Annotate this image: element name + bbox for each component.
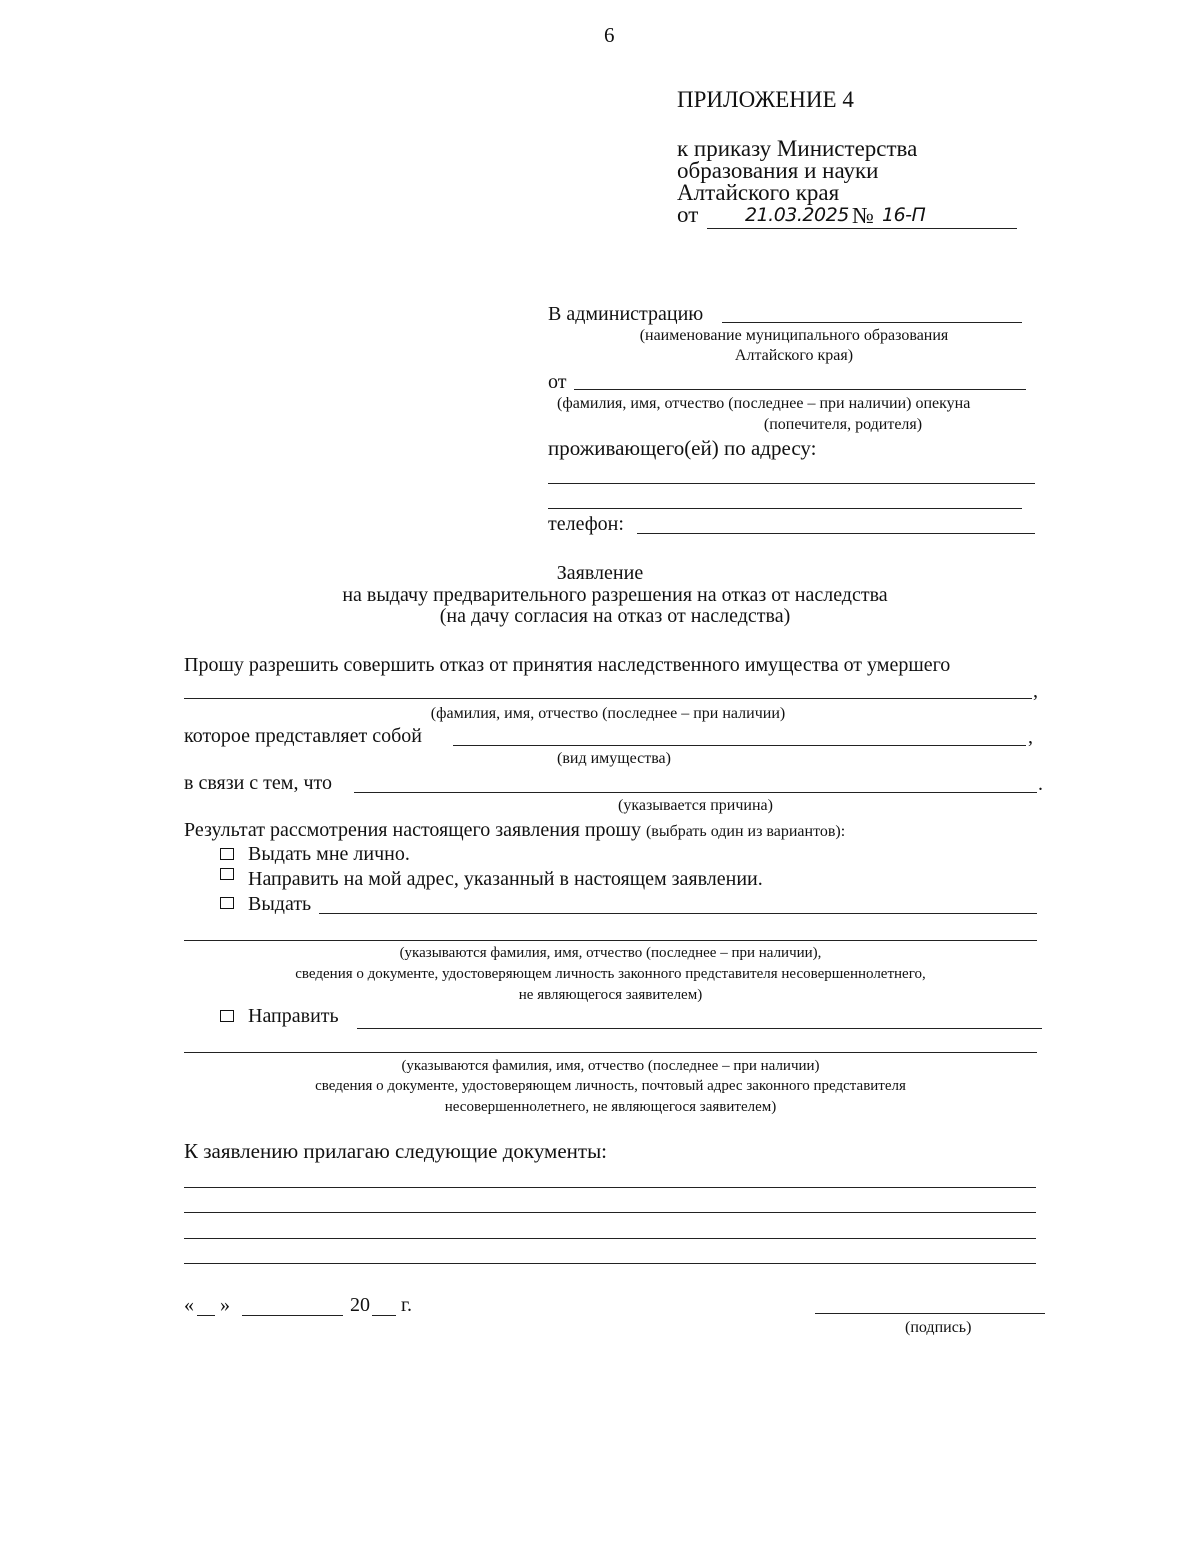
result-label: Результат рассмотрения настоящего заявления прошу [184,819,641,841]
option-issue-to-checkbox[interactable] [220,897,234,909]
option-issue-to-label: Выдать [248,893,312,915]
issue-caption-1: (указываются фамилия, имя, отчество (последнее – при наличии), [399,945,822,961]
attachments-field-1[interactable] [184,1187,1036,1188]
appendix-title: ПРИЛОЖЕНИЕ 4 [677,87,854,112]
applicant-caption-1: (фамилия, имя, отчество (последнее – при наличии) опекуна [557,395,971,412]
date-month-field[interactable] [242,1315,343,1316]
statement-title: Заявление [556,562,644,584]
result-line [184,819,845,841]
date-close-quote: » [220,1294,230,1316]
send-to-field-1[interactable] [357,1028,1042,1029]
order-line [707,228,1017,229]
option-issue-personally-label: Выдать мне лично. [248,843,410,865]
phone-field[interactable] [637,533,1035,534]
send-caption-3: несовершеннолетнего, не являющегося заявителем) [444,1099,777,1115]
option-issue-personally-checkbox[interactable] [220,848,234,860]
date-year-prefix: 20 [350,1294,370,1316]
applicant-name-field[interactable] [574,389,1026,390]
send-caption-2: сведения о документе, удостоверяющем личность, почтовый адрес законного представителя [315,1078,906,1094]
property-caption: (вид имущества) [557,750,671,767]
reason-caption: (указывается причина) [618,797,773,814]
attachments-label: К заявлению прилагаю следующие документы: [184,1139,608,1163]
property-comma: , [1028,726,1033,748]
administration-caption-1: (наименование муниципального образования [639,327,949,344]
appendix-line-2: образования и науки [677,158,879,183]
issue-to-field-1[interactable] [319,913,1037,914]
statement-subtitle-2: (на дачу согласия на отказ от наследства) [439,605,791,627]
signature-caption: (подпись) [905,1319,972,1336]
option-send-to-label: Направить [248,1005,339,1027]
property-field[interactable] [453,745,1026,746]
option-send-to-my-address-checkbox[interactable] [220,868,234,880]
administration-caption-2: Алтайского края) [734,347,854,364]
appendix-line-1: к приказу Министерства [677,136,918,161]
option-send-to-checkbox[interactable] [220,1010,234,1022]
option-send-to-my-address-label: Направить на мой адрес, указанный в настоящем заявлении. [248,868,763,890]
page-number: 6 [604,23,615,47]
reason-period: . [1038,773,1043,795]
from-label: от [548,371,567,393]
attachments-field-3[interactable] [184,1238,1036,1239]
deceased-caption: (фамилия, имя, отчество (последнее – при наличии) [430,705,786,722]
order-number: 16-П [882,204,926,226]
attachments-field-2[interactable] [184,1212,1036,1213]
issue-caption-2: сведения о документе, удостоверяющем личность законного представителя несовершеннолетнего, [295,966,926,982]
appendix-from-label: от [677,202,699,227]
order-number-sign: № [852,203,874,228]
address-field-1[interactable] [548,483,1035,484]
issue-to-field-2[interactable] [184,940,1037,941]
attachments-field-4[interactable] [184,1263,1036,1264]
date-year-field[interactable] [372,1315,396,1316]
date-day-field[interactable] [197,1315,215,1316]
send-to-field-2[interactable] [184,1052,1037,1053]
administration-field[interactable] [722,322,1022,323]
deceased-name-field[interactable] [184,698,1032,699]
reason-field[interactable] [354,792,1037,793]
issue-caption-3: не являющегося заявителем) [518,987,703,1003]
phone-label: телефон: [548,513,624,535]
deceased-comma: , [1033,680,1038,702]
address-field-2[interactable] [548,508,1022,509]
statement-subtitle-1: на выдачу предварительного разрешения на отказ от наследства [342,584,888,606]
signature-field[interactable] [815,1313,1045,1314]
reason-label: в связи с тем, что [184,772,332,794]
appendix-line-3: Алтайского края [677,180,840,205]
send-caption-1: (указываются фамилия, имя, отчество (последнее – при наличии) [401,1058,820,1074]
result-note: (выбрать один из вариантов): [645,823,846,840]
date-open-quote: « [184,1294,194,1316]
date-year-suffix: г. [401,1294,412,1316]
to-administration-label: В администрацию [548,303,704,325]
address-label: проживающего(ей) по адресу: [548,436,817,460]
request-line: Прошу разрешить совершить отказ от принятия наследственного имущества от умершего [184,654,951,676]
applicant-caption-2: (попечителя, родителя) [763,416,923,433]
order-date: 21.03.2025 [745,204,849,226]
property-label: которое представляет собой [184,725,422,747]
